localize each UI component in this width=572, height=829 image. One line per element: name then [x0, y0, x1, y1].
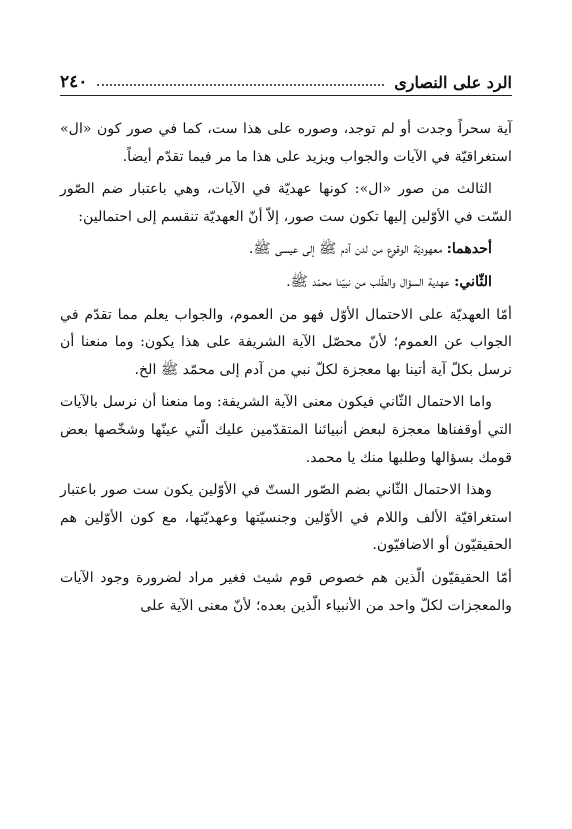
paragraph-text: وهذا الاحتمال الثّاني بضم الصّور الستّ في الأوّلين يكون ست صور باعتبار استغراقيّة الألف واللام في الأوّلين وجنسيّتها وعهديّتها، مع كون الأوّلين هم الحقيقيّون أو الاضافيّون. — [60, 482, 512, 554]
paragraph-text: عهدية السؤال والطّلب من نبيّنا محمّد ﷺ. — [286, 273, 455, 290]
running-header — [60, 66, 512, 96]
paragraph-7 — [60, 477, 512, 560]
body-text — [60, 116, 512, 620]
paragraph-6 — [60, 389, 512, 472]
paragraph-text: معهوديّة الوقوع من لدن آدم ﷺ إلى عيسى ﷺ. — [248, 241, 447, 258]
paragraph-text: آية سحراً وجدت أو لم توجد، وصوره على هذا ست، كما في صور كون «ال» استغراقيّة في الآيات والجواب ويزيد على هذا ما مر فيما تقدّم أيضاً. — [60, 121, 512, 165]
paragraph-text: الثالث من صور «ال»: كونها عهديّة في الآيات، وهي باعتبار ضم الصّور السّت في الأوّلين إليها تكون ست صور، إلاّ أنّ العهديّة تنقسم إلى احتمالين: — [60, 181, 512, 225]
book-page — [60, 66, 512, 806]
running-title: الرد على النصارى — [394, 73, 512, 92]
paragraph-2 — [60, 176, 512, 231]
paragraph-5 — [60, 302, 512, 385]
paragraph-lead: الثّاني: — [454, 273, 492, 290]
paragraph-text: واما الاحتمال الثّاني فيكون معنى الآية الشريفة: وما منعنا أن نرسل بالآيات التي أوقفناها معجزة لبعض أنبيائنا المتقدّمين عليك الّتي عينّها وشخّصها بعض قومك بسؤالها وطلبها منك يا محمد. — [60, 394, 512, 466]
paragraph-8 — [60, 565, 512, 620]
paragraph-lead: أحدهما: — [446, 241, 492, 258]
paragraph-3 — [60, 236, 512, 264]
paragraph-4 — [60, 269, 512, 297]
header-dotted-rule — [97, 83, 384, 86]
paragraph-1 — [60, 116, 512, 171]
paragraph-text: أمّا العهديّة على الاحتمال الأوّل فهو من العموم، والجواب يعلم مما تقدّم في الجواب عن العموم؛ لأنّ محصّل الآية الشريفة على هذا يكون: وما منعنا أن نرسل بكلّ آية أتينا بها معجزة لكلّ نبي من آدم إلى محمّد ﷺ الخ. — [60, 306, 512, 378]
paragraph-text: أمّا الحقيقيّون الّذين هم خصوص قوم شيث فغير مراد لضرورة وجود الآيات والمعجزات لكلّ واحد من الأنبياء الّذين بعده؛ لأنّ معنى الآية على — [60, 569, 512, 614]
page-number: ٢٤٠ — [60, 72, 88, 92]
